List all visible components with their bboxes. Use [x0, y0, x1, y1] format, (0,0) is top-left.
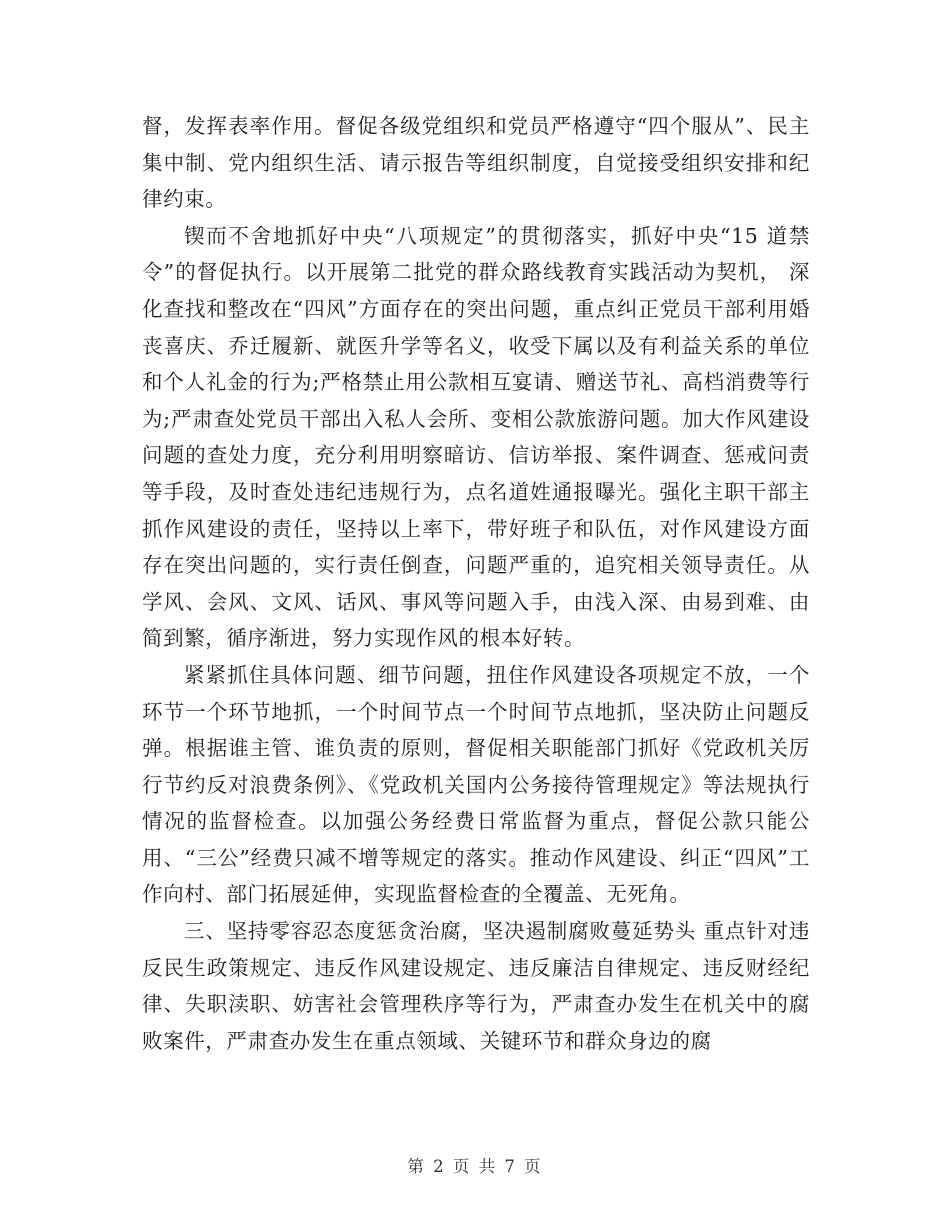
page-number-footer: 第 2 页 共 7 页: [407, 1157, 543, 1176]
document-body: [142, 108, 810, 1059]
paragraph-2: 锲而不舍地抓好中央“八项规定”的贯彻落实，抓好中央“15 道禁令”的督促执行。以开展第二批党的群众路线教育实践活动为契机， 深化查找和整改在“四风”方面存在的突出问题，重点纠正党员干部利用婚丧喜庆、乔迁履新、就医升学等名义，收受下属以及有利益关系的单位和个人礼金的行为;严格禁止用公款相互宴请、赠送节礼、高档消费等行为;严肃查处党员干部出入私人会所、变相公款旅游问题。加大作风建设问题的查处力度，充分利用明察暗访、信访举报、案件调查、惩戒问责等手段，及时查处违纪违规行为，点名道姓通报曝光。强化主职干部主抓作风建设的责任，坚持以上率下，带好班子和队伍，对作风建设方面存在突出问题的，实行责任倒查，问题严重的，追究相关领导责任。从学风、会风、文风、话风、事风等问题入手，由浅入深、由易到难、由简到繁，循序渐进，努力实现作风的根本好转。: [142, 223, 811, 651]
paragraph-1: 督，发挥表率作用。督促各级党组织和党员严格遵守“四个服从”、民主集中制、党内组织生活、请示报告等组织制度，自觉接受组织安排和纪律约束。: [142, 114, 810, 212]
paragraph-3: 紧紧抓住具体问题、细节问题，扭住作风建设各项规定不放，一个环节一个环节地抓，一个时间节点一个时间节点地抓，坚决防止问题反弹。根据谁主管、谁负责的原则，督促相关职能部门抓好《党政机关厉行节约反对浪费条例》、《党政机关国内公务接待管理规定》等法规执行情况的监督检查。以加强公务经费日常监督为重点，督促公款只能公用、“三公”经费只减不增等规定的落实。推动作风建设、纠正“四风”工作向村、部门拓展延伸，实现监督检查的全覆盖、无死角。: [142, 662, 810, 907]
paragraph-4: 三、坚持零容忍态度惩贪治腐，坚决遏制腐败蔓延势头 重点针对违反民生政策规定、违反作风建设规定、违反廉洁自律规定、违反财经纪律、失职渎职、妨害社会管理秩序等行为，严肃查办发生在机关中的腐败案件，严肃查办发生在重点领域、关键环节和群众身边的腐: [142, 919, 810, 1053]
